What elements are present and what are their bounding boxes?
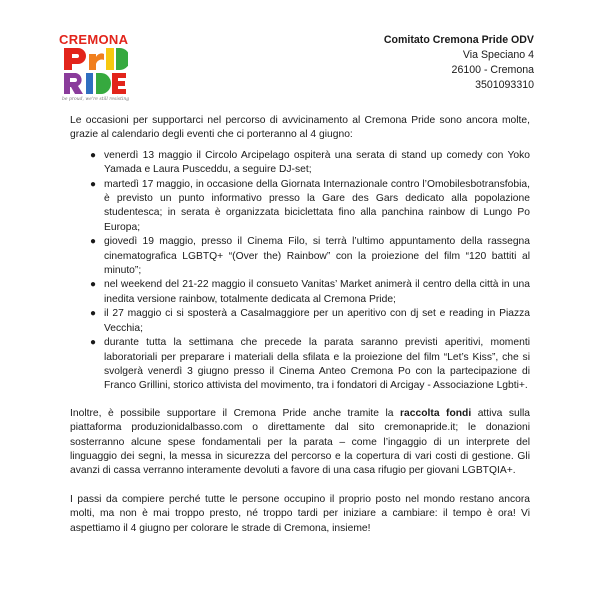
bullet-icon: ● [90, 178, 97, 190]
logo-cremona-word: CREMONA [59, 32, 129, 47]
event-text: il 27 maggio ci si sposterà a Casalmaggiore per un aperitivo con dj set e reading in Piazza Vecchia; [104, 308, 530, 334]
event-item [70, 178, 530, 236]
sender-address [384, 33, 534, 93]
logo-pride-letters [62, 46, 128, 96]
letter-body [70, 114, 530, 536]
event-text: durante tutta la settimana che precede la parata saranno previsti aperitivi, momenti laboratoriali per preparare i materiali della sfilata e la proiezione del film “Let’s Kiss”, che si svolgerà venerdì 3 giugno presso il Cinema Anteo Cremona Po con la partecipazione di Franco Grillini, storico attivista del movimento, tra i fondatori di Arcigay - Associazione Lgbti+. [104, 337, 530, 392]
bullet-icon: ● [90, 279, 97, 291]
closing-paragraph: I passi da compiere perché tutte le persone occupino il proprio posto nel mondo restano ancora molti, ma non è mai troppo presto, né troppo tardi per iniziare a cambiare: il tempo è ora! Vi aspettiamo il 4 giugno per colorare le strade di Cremona, insieme! [70, 493, 530, 534]
event-item [70, 278, 530, 307]
event-item [70, 149, 530, 178]
bullet-icon: ● [90, 337, 97, 349]
bullet-icon: ● [90, 149, 97, 161]
bullet-icon: ● [90, 236, 97, 248]
fundraising-text-end: attiva sulla piattaforma produzionidalbasso.com o direttamente dal sito cremonapride.it; le donazioni sosterranno alcune spese fondamentali per la parata – come l’ingaggio di un interprete del linguaggio dei segni, la messa in sicurezza del percorso e la copertura di vari costi di gestione. Gli avanzi di cassa verranno interamente devoluti a favore di una casa rifugio per giovani LGBTQIA+. [70, 407, 530, 477]
address-street: Via Speciano 4 [462, 49, 534, 61]
event-text: giovedì 19 maggio, presso il Cinema Filo, si terrà l’ultimo appuntamento della rassegna cinematografica LGBTQ+ “(Over the) Rainbow” con la proiezione del film “120 battiti al minuto”; [104, 236, 530, 277]
bullet-icon: ● [90, 308, 97, 320]
address-city: 26100 - Cremona [451, 64, 534, 76]
fundraising-highlight: raccolta fondi [400, 407, 472, 419]
event-item [70, 307, 530, 336]
cremona-pride-logo [58, 33, 130, 105]
intro-paragraph: Le occasioni per supportarci nel percorso di avvicinamento al Cremona Pride sono ancora molte, grazie al calendario degli eventi che ci porteranno al 4 giugno: [70, 115, 530, 141]
event-item [70, 336, 530, 394]
logo-tagline: be proud, we're still resisting [62, 97, 130, 102]
event-text: nel weekend del 21-22 maggio il consueto Vanitas’ Market animerà il centro della città in una inedita versione rainbow, totalmente dedicata al Cremona Pride; [104, 279, 530, 305]
event-list [70, 149, 530, 394]
event-text: venerdì 13 maggio il Circolo Arcipelago ospiterà una serata di stand up comedy con Yoko Yamada e Laura Pusceddu, a seguire DJ-set; [104, 149, 530, 176]
fundraising-paragraph [70, 407, 530, 479]
event-text: martedì 17 maggio, in occasione della Giornata Internazionale contro l’Omobilesbotransfobia, è previsto un punto informativo presso la Gare des Gars dedicato alla popolazione studentesca; in serata è organizzata biciclettata fino alla panchina rainbow di Lungo Po Europa; [104, 178, 530, 233]
address-phone: 3501093310 [475, 79, 534, 91]
organization-name: Comitato Cremona Pride ODV [383, 34, 534, 46]
event-item [70, 235, 530, 278]
fundraising-text-start: Inoltre, è possibile supportare il Cremona Pride anche tramite la [70, 407, 401, 419]
